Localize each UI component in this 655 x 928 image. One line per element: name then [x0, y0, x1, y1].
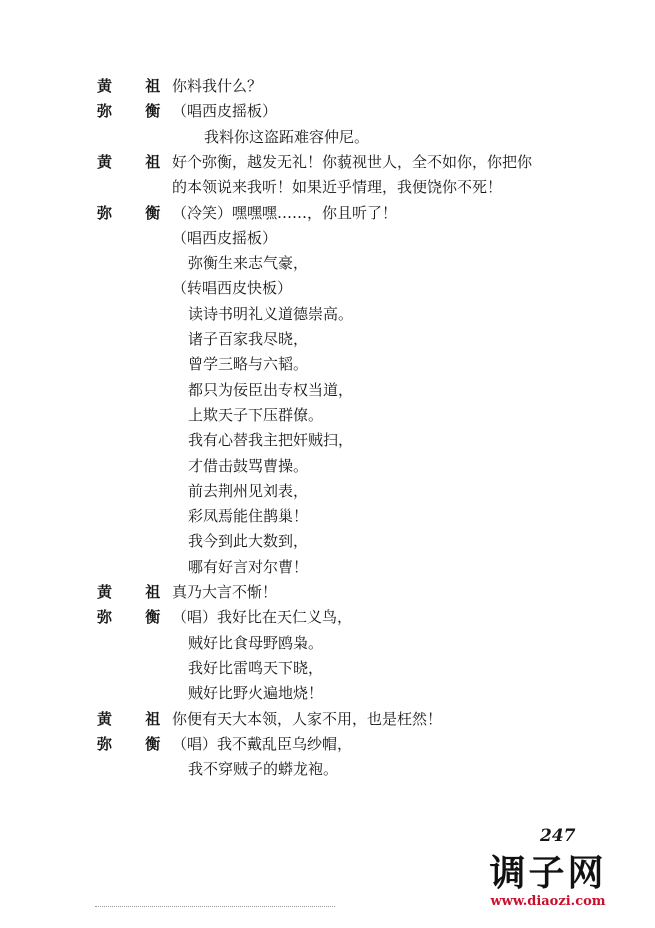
script-line — [0, 504, 655, 528]
script-line — [0, 454, 655, 478]
script-line — [0, 125, 655, 149]
line-text: 都只为佞臣出专权当道， — [188, 380, 354, 399]
script-line — [0, 150, 655, 174]
script-line — [0, 580, 655, 604]
script-line — [0, 555, 655, 579]
script-line — [0, 352, 655, 376]
script-line — [0, 529, 655, 553]
line-text: 才借击鼓骂曹操。 — [188, 456, 309, 475]
line-text: 贼好比野火遍地烧！ — [188, 684, 324, 703]
line-text: 的本领说来我听！如果近乎情理，我便饶你不死！ — [172, 178, 503, 197]
line-text: （唱）我好比在天仁义鸟， — [172, 608, 353, 627]
speaker-name: 弥 衡 — [97, 734, 175, 753]
speaker-name: 弥 衡 — [97, 203, 175, 222]
line-text: （转唱西皮快板） — [172, 279, 293, 298]
line-text: （唱西皮摇板） — [172, 228, 278, 247]
line-text: 前去荆州见刘表， — [188, 481, 309, 500]
line-text: 我不穿贼子的蟒龙袍。 — [188, 760, 339, 779]
script-line — [0, 403, 655, 427]
script-line — [0, 74, 655, 98]
line-text: 贼好比食母野鸥枭。 — [188, 633, 324, 652]
line-text: 我有心替我主把奸贼扫， — [188, 431, 354, 450]
line-text: 上欺天子下压群僚。 — [188, 405, 324, 424]
speaker-name: 黄 祖 — [97, 77, 175, 95]
script-line — [0, 631, 655, 655]
watermark-name: 调子网 — [489, 852, 607, 894]
script-line — [0, 327, 655, 351]
script-line — [0, 302, 655, 326]
script-line — [0, 251, 655, 275]
script-line — [0, 428, 655, 452]
script-line — [0, 605, 655, 629]
line-text: 读诗书明礼义道德崇高。 — [188, 304, 354, 323]
line-text: 哪有好言对尔曹！ — [188, 557, 309, 576]
speaker-name: 弥 衡 — [97, 102, 175, 121]
line-text: 我好比雷鸣天下晓， — [188, 658, 324, 677]
speaker-name: 弥 衡 — [97, 608, 175, 627]
script-line — [0, 175, 655, 199]
scan-footer-line — [95, 906, 335, 911]
speaker-name: 黄 祖 — [97, 583, 175, 601]
script-line — [0, 99, 655, 123]
line-text: 彩凤焉能住鹊巢！ — [188, 507, 309, 526]
script-line — [0, 479, 655, 503]
script-line — [0, 378, 655, 402]
script-line — [0, 732, 655, 756]
line-text: 你便有天大本领，人家不用，也是枉然！ — [172, 709, 443, 728]
page-number: 247 — [540, 826, 576, 846]
script-line — [0, 757, 655, 781]
line-text: 我料你这盗跖难容仲尼。 — [204, 127, 370, 146]
watermark-url: www.diaozi.com — [490, 894, 606, 909]
script-line — [0, 707, 655, 731]
script-line — [0, 201, 655, 225]
line-text: （唱）我不戴乱臣乌纱帽， — [172, 734, 353, 753]
script-line — [0, 276, 655, 300]
line-text: 我今到此大数到， — [188, 532, 309, 551]
line-text: （唱西皮摇板） — [172, 102, 278, 121]
script-line — [0, 656, 655, 680]
script-line — [0, 226, 655, 250]
speaker-name: 黄 祖 — [97, 709, 175, 728]
script-line — [0, 681, 655, 705]
speaker-name: 黄 祖 — [97, 152, 175, 171]
line-text: 真乃大言不惭！ — [172, 583, 278, 601]
line-text: 诸子百家我尽晓， — [188, 330, 309, 348]
watermark — [478, 852, 618, 910]
line-text: 你料我什么？ — [172, 77, 263, 95]
line-text: 弥衡生来志气豪， — [188, 254, 309, 273]
line-text: 曾学三略与六韬。 — [188, 355, 309, 374]
line-text: 好个弥衡，越发无礼！你藐视世人，全不如你，你把你 — [172, 152, 533, 171]
line-text: （冷笑）嘿嘿嘿……，你且听了！ — [172, 203, 398, 222]
